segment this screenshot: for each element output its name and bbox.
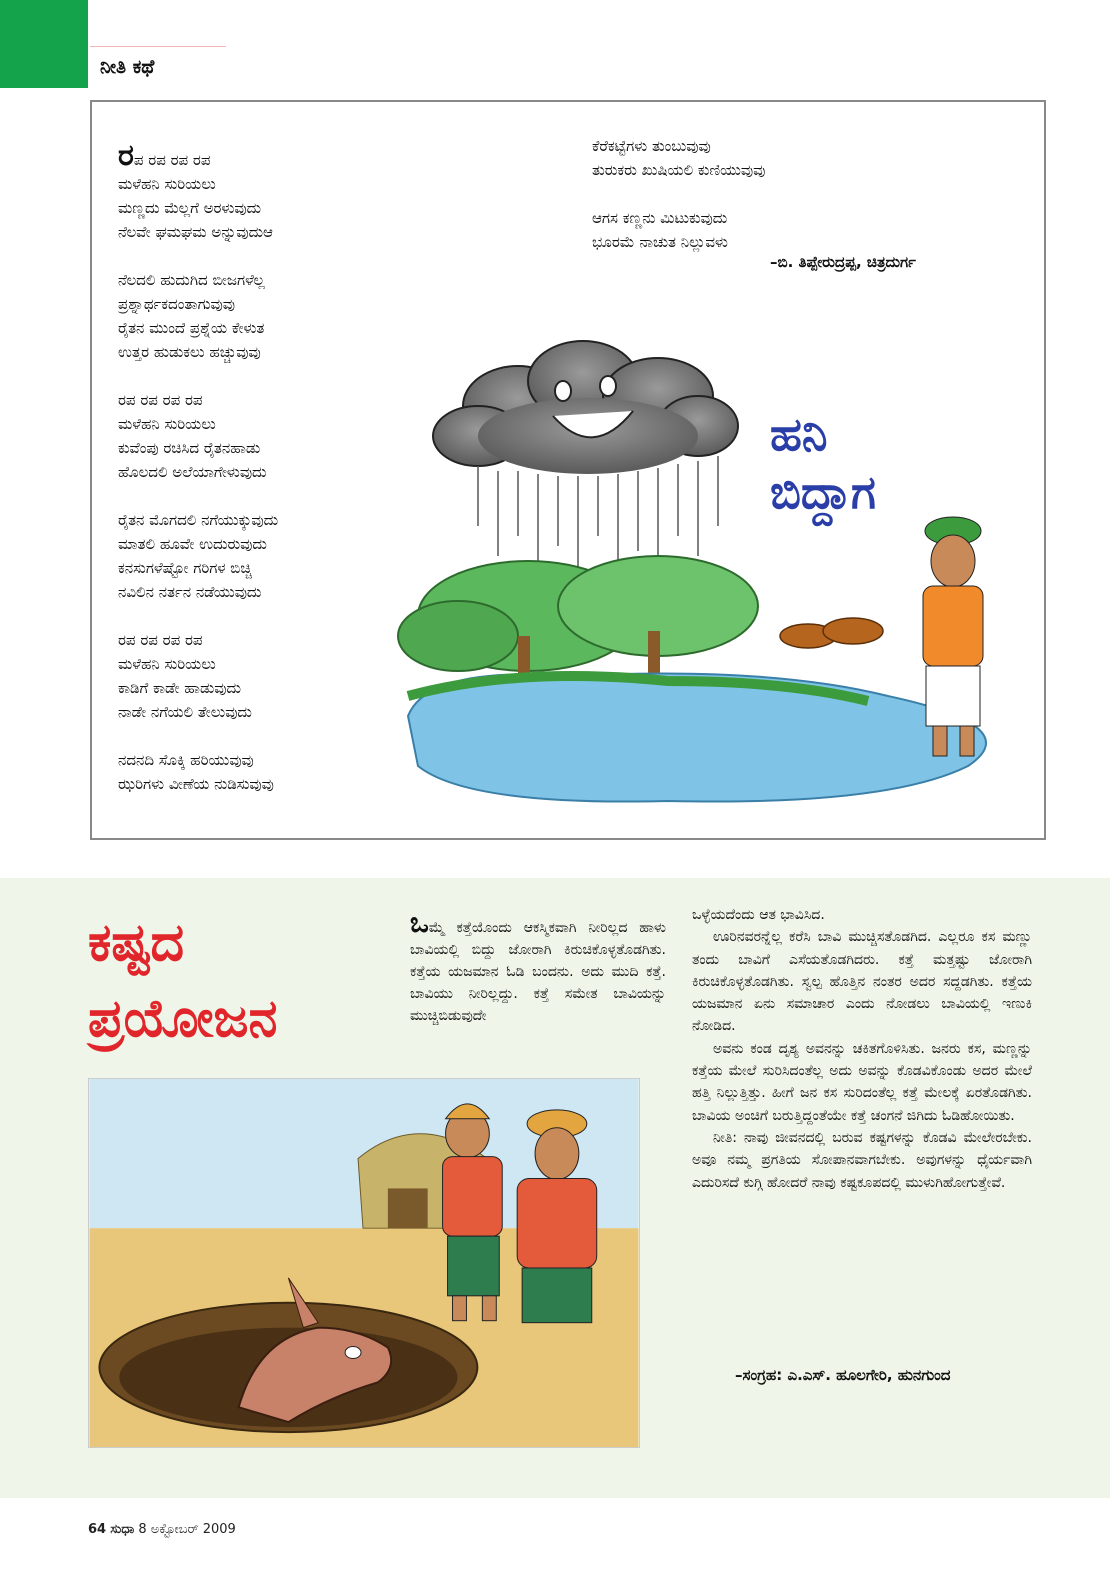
story-paragraph: ಅವನು ಕಂಡ ದೃಶ್ಯ ಅವನನ್ನು ಚಕಿತಗೊಳಿಸಿತು. ಜನರು ಕಸ, ಮಣ್ಣನ್ನು ಕತ್ತೆಯ ಮೇಲೆ ಸುರಿಸಿದಂತೆಲ್ಲ ಅದು ಅವನ್ನು ಕೊಡವಿಕೊಂಡು ಅದರ ಮೇಲೆ ಹತ್ತಿ ನಿಲ್ಲುತ್ತಿತ್ತು. ಹೀಗೆ ಜನ ಕಸ ಸುರಿದಂತೆಲ್ಲ ಕತ್ತೆ ಮೇಲಕ್ಕೆ ಏರತೊಡಗಿತು. ಬಾವಿಯ ಅಂಚಿಗೆ ಬರುತ್ತಿದ್ದಂತೆಯೇ ಕತ್ತೆ ಚಂಗನೆ ಜಿಗಿದು ಓಡಿಹೋಯಿತು. — [692, 1040, 1032, 1124]
poem-line: ರೈತನ ಮೊಗದಲಿ ನಗೆಯುಕ್ಕುವುದು — [118, 511, 279, 529]
poem-stanza — [118, 172, 278, 244]
poem-line: ಮಳೆಹನಿ ಸುರಿಯಲು — [118, 415, 216, 433]
page-number: 64 — [88, 1522, 107, 1537]
poem-line: ನೆಲದಲಿ ಹುದುಗಿದ ಬೀಜಗಳೆಲ್ಲ — [118, 271, 265, 289]
poem-line: ಮಣ್ಣದು ಮೆಲ್ಲಗೆ ಅರಳುವುದು — [118, 199, 262, 217]
story-column-1-text: ಮ್ಮೆ ಕತ್ತೆಯೊಂದು ಆಕಸ್ಮಿಕವಾಗಿ ನೀರಿಲ್ಲದ ಹಾಳು ಬಾವಿಯಲ್ಲಿ ಬಿದ್ದು ಜೋರಾಗಿ ಕಿರುಚಿಕೊಳ್ಳತೊಡಗಿತು. ಕತ್ತೆಯ ಯಜಮಾನ ಓಡಿ ಬಂದನು. ಅದು ಮುದಿ ಕತ್ತೆ. ಬಾವಿಯು ನೀರಿಲ್ಲದ್ದು. ಕತ್ತೆ ಸಮೇತ ಬಾವಿಯನ್ನು ಮುಚ್ಚಿಬಿಡುವುದೇ — [410, 920, 666, 1024]
poem-left-stanzas — [118, 172, 278, 796]
story-paragraph: ನೀತಿ: ನಾವು ಜೀವನದಲ್ಲಿ ಬರುವ ಕಷ್ಟಗಳನ್ನು ಕೊಡವಿ ಮೇಲೇರಬೇಕು. ಅವೂ ನಮ್ಮ ಪ್ರಗತಿಯ ಸೋಪಾನವಾಗಬೇಕು. ಅವುಗಳನ್ನು ಧೈರ್ಯವಾಗಿ ಎದುರಿಸದೆ ಕುಗ್ಗಿ ಹೋದರೆ ನಾವು ಕಷ್ಟಕೂಪದಲ್ಲಿ ಮುಳುಗಿಹೋಗುತ್ತೇವೆ. — [692, 1129, 1032, 1191]
poem-line: ಕನಸುಗಳೆಷ್ಟೋ ಗರಿಗಳ ಬಿಚ್ಚಿ — [118, 559, 252, 577]
poem-stanza — [118, 628, 278, 724]
poem-stanza — [118, 748, 278, 796]
poem-title: ಹನಿ ಬಿದ್ದಾಗ — [770, 407, 876, 519]
poem-line: ಕುವೆಂಪು ರಚಿಸಿದ ರೈತನಹಾಡು — [118, 439, 261, 457]
poem-line: ರೈತನ ಮುಂದೆ ಪ್ರಶ್ನೆಯ ಕೇಳುತ — [118, 319, 265, 337]
poem-line: ನಾಡೇ ನಗೆಯಲಿ ತೇಲುವುದು — [118, 703, 252, 721]
poem-stanza — [118, 508, 278, 604]
rain-cartoon-illustration — [368, 336, 1058, 831]
poem-line: ನದನದಿ ಸೊಕ್ಕಿ ಹರಿಯುವುವು — [118, 751, 254, 769]
story-paragraph: ಊರಿನವರನ್ನೆಲ್ಲ ಕರೆಸಿ ಬಾವಿ ಮುಚ್ಚಿಸತೊಡಗಿದ. ಎಲ್ಲರೂ ಕಸ ಮಣ್ಣು ತಂದು ಬಾವಿಗೆ ಎಸೆಯತೊಡಗಿದರು. ಕತ್ತೆ ಮತ್ತಷ್ಟು ಜೋರಾಗಿ ಕಿರುಚಿಕೊಳ್ಳತೊಡಗಿತು. ಸ್ವಲ್ಪ ಹೊತ್ತಿನ ನಂತರ ಅದರ ಸದ್ದಡಗಿತು. ಕತ್ತೆಯ ಯಜಮಾನ ಏನು ಸಮಾಚಾರ ಎಂದು ನೋಡಲು ಬಾವಿಯಲ್ಲಿ ಇಣುಕಿ ನೋಡಿದ. — [692, 929, 1032, 1035]
poem-right-stanzas — [592, 134, 765, 254]
poem-stanza — [118, 388, 278, 484]
poem-line: ಕಾಡಿಗೆ ಕಾಡೇ ಹಾಡುವುದು — [118, 679, 241, 697]
poem-line: ರಪ ರಪ ರಪ ರಪ — [118, 631, 203, 649]
donkey-in-well-cartoon — [88, 1078, 640, 1448]
poem-line: ತುರುಕರು ಖುಷಿಯಲಿ ಕುಣಿಯುವುವು — [592, 161, 766, 179]
story-paragraph: ಒಳ್ಳೆಯದೆಂದು ಆತ ಭಾವಿಸಿದ. — [692, 907, 825, 923]
trees — [398, 556, 758, 681]
magazine-name: ಸುಧಾ — [110, 1522, 135, 1537]
farmer — [923, 517, 983, 756]
poem-credit: –ಬಿ. ತಿಪ್ಪೇರುದ್ರಪ್ಪ, ಚಿತ್ರದುರ್ಗ — [770, 253, 916, 271]
cattle — [780, 618, 883, 648]
poem-line: ಮಳೆಹನಿ ಸುರಿಯಲು — [118, 655, 216, 673]
poem-line: ನೆಲವೇ ಘಮಘಮ ಅನ್ನುವುದುಆ — [118, 223, 273, 241]
pond — [408, 674, 986, 802]
poem-line: ರಪ ರಪ ರಪ ರಪ — [118, 391, 203, 409]
story-credit: –ಸಂಗ್ರಹ: ಎ.ಎಸ್. ಹೂಲಗೇರಿ, ಹುನಗುಂದ — [735, 1366, 951, 1384]
poem-left-column — [118, 138, 279, 820]
story-column-2 — [692, 904, 1032, 1194]
section-label: ನೀತಿ ಕಥೆ — [100, 56, 155, 78]
poem-line: ಉತ್ತರ ಹುಡುಕಲು ಹಚ್ಚುವುವು — [118, 343, 261, 361]
poem-line: ಮಳೆಹನಿ ಸುರಿಯಲು — [118, 175, 216, 193]
poem-stanza — [592, 206, 765, 254]
poem-stanza — [592, 134, 765, 182]
section-color-tab — [0, 0, 88, 88]
poem-dropcap: ರ — [118, 138, 134, 173]
poem-line: ಕೆರೆಕಟ್ಟೆಗಳು ತುಂಬುವುವು — [592, 137, 711, 155]
poem-line: ಆಗಸ ಕಣ್ಣನು ಮಿಟುಕುವುದು — [592, 209, 728, 227]
poem-line: ಮಾತಲಿ ಹೂವೇ ಉದುರುವುದು — [118, 535, 267, 553]
poem-line: ಝರಿಗಳು ವೀಣೆಯ ನುಡಿಸುವುವು — [118, 775, 274, 793]
poem-line: ನವಿಲಿನ ನರ್ತನ ನಡೆಯುವುದು — [118, 583, 262, 601]
poem-line: ಪ್ರಶ್ನಾರ್ಥಕದಂತಾಗುವುವು — [118, 295, 235, 313]
poem-first-line: ರಪ ರಪ ರಪ ರಪ — [118, 138, 211, 173]
poem-right-column — [592, 134, 765, 278]
smiling-cloud — [433, 341, 738, 474]
page-footer — [88, 1522, 236, 1537]
poem-line: ಹೊಲದಲಿ ಅಲೆಯಾಗೇಳುವುದು — [118, 463, 267, 481]
poem-stanza — [118, 268, 278, 364]
story-column-1 — [410, 906, 666, 1027]
section-rule — [90, 46, 226, 47]
poem-line: ಭೂರಮೆ ನಾಚುತ ನಿಲ್ಲುವಳು — [592, 233, 728, 251]
story-dropcap: ಒ — [410, 906, 429, 939]
story-title: ಕಷ್ಟದ ಪ್ರಯೋಜನ — [88, 913, 278, 1049]
issue-date: 8 ಅಕ್ಟೋಬರ್ 2009 — [138, 1522, 236, 1537]
